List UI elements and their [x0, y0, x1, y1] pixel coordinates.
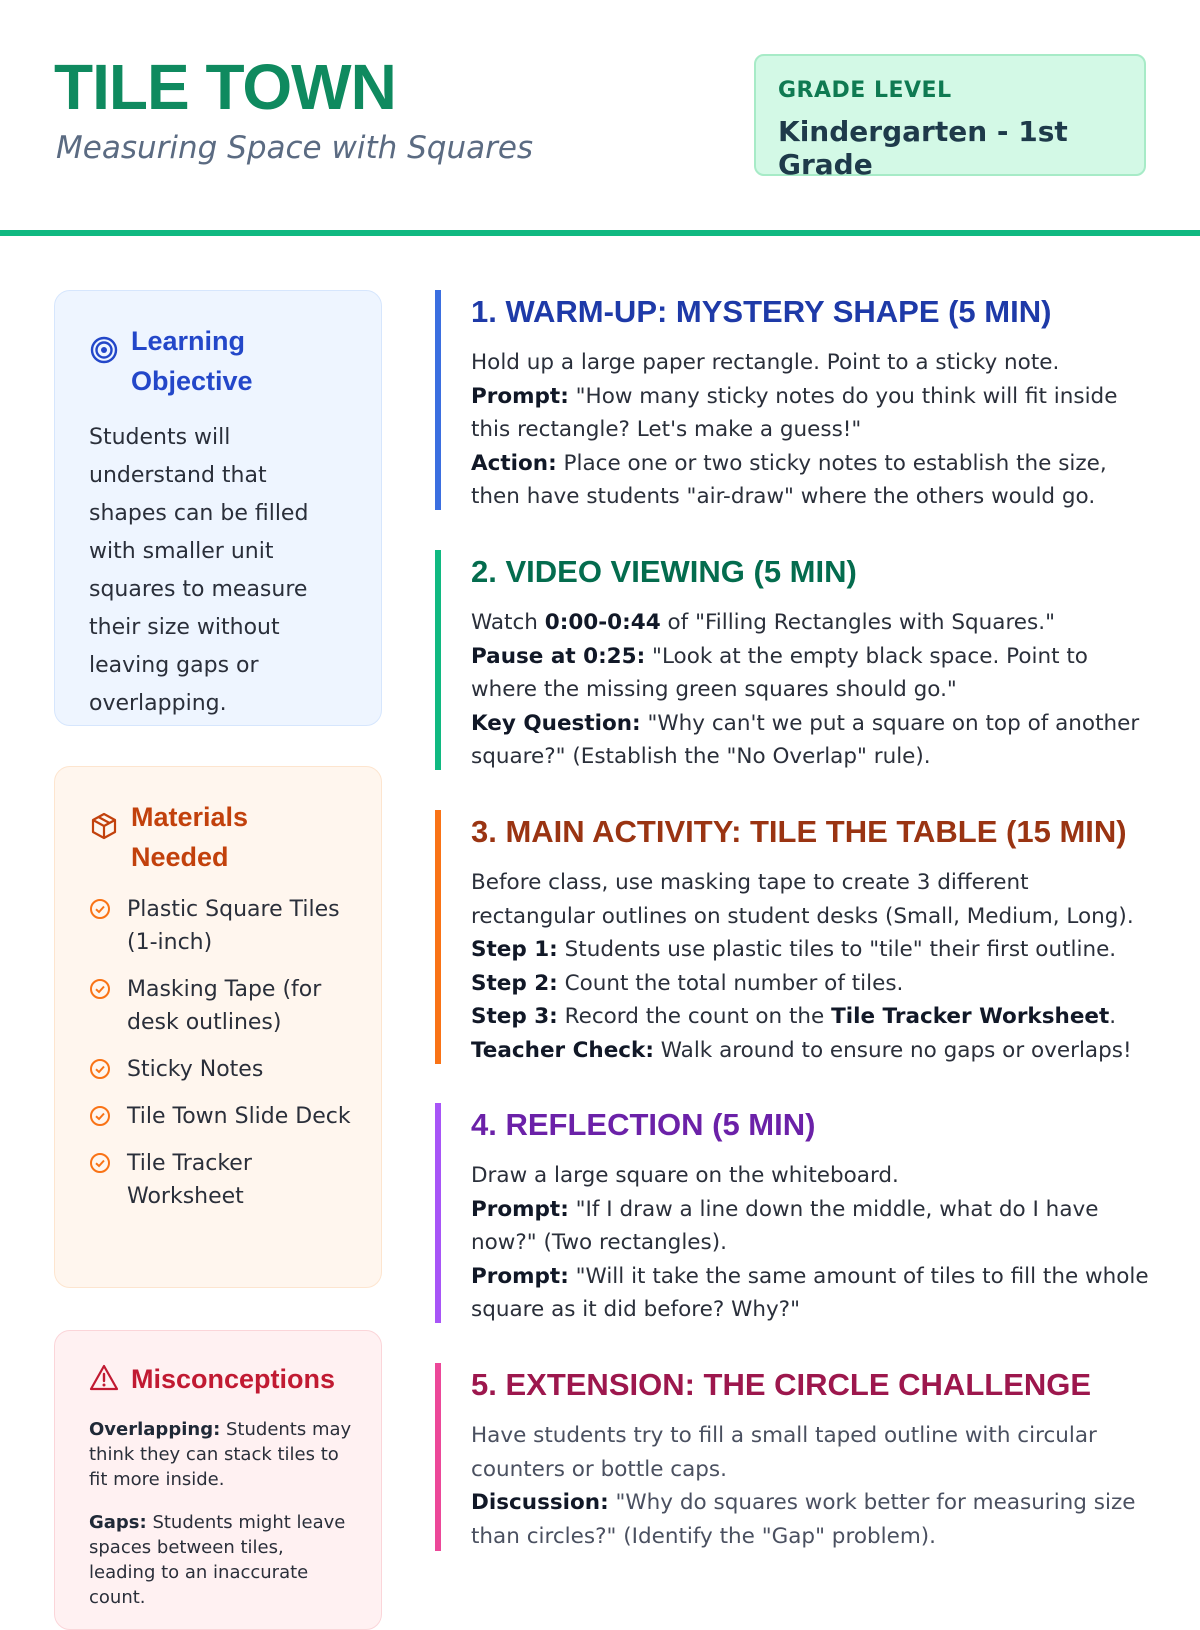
step-title: 1. WARM-UP: MYSTERY SHAPE (5 MIN) [471, 294, 1052, 329]
list-item [89, 893, 351, 959]
step-text: "Will it take the same amount of tiles to fill the whole square as it did before? Why?" [471, 1263, 1149, 1322]
step-title: 5. EXTENSION: THE CIRCLE CHALLENGE [471, 1367, 1092, 1402]
misconceptions-title: Misconceptions [131, 1364, 336, 1394]
step-body [471, 346, 1155, 514]
video-timestamp: 0:00-0:44 [544, 610, 661, 635]
learning-objective-title: Learning Objective [131, 326, 253, 396]
step-text: Walk around to ensure no gaps or overlaps! [653, 1037, 1132, 1063]
grade-level-label: GRADE LEVEL [778, 78, 952, 103]
step-main-activity [435, 810, 1155, 1064]
page-subtitle: Measuring Space with Squares [56, 130, 534, 166]
step-body [471, 866, 1155, 1067]
step-line: Hold up a large paper rectangle. Point to a sticky note. [471, 350, 1060, 375]
step-line [471, 1486, 1155, 1553]
step-label: Discussion: [471, 1490, 609, 1515]
misconception-item [89, 1417, 353, 1492]
step-label: Step 2: [471, 970, 558, 996]
misconception-text: Students might leave spaces between tiles, leading to an inaccurate count. [89, 1512, 346, 1608]
step-reflection [435, 1103, 1155, 1323]
material-item: Masking Tape (for desk outlines) [127, 977, 322, 1035]
step-title: 3. MAIN ACTIVITY: TILE THE TABLE (15 MIN) [471, 814, 1127, 849]
header-divider [0, 230, 1200, 236]
page-header [0, 0, 1200, 236]
step-line [471, 1260, 1155, 1327]
material-item: Tile Town Slide Deck [127, 1104, 351, 1129]
list-item [89, 1053, 351, 1086]
step-body [471, 1419, 1155, 1553]
step-line [471, 967, 1155, 1001]
step-line [471, 933, 1155, 967]
step-text: "Why can't we put a square on top of another square?" (Establish the "No Overlap" rule). [471, 710, 1140, 769]
step-label: Key Question: [471, 710, 641, 736]
grade-level-value: Kindergarten - 1st Grade [778, 115, 1068, 181]
step-label: Prompt: [471, 383, 569, 409]
material-item: Tile Tracker Worksheet [127, 1151, 252, 1209]
step-text: . [1109, 1004, 1117, 1029]
step-title: 4. REFLECTION (5 MIN) [471, 1107, 816, 1142]
step-line [471, 640, 1155, 707]
step-line: Before class, use masking tape to create 3 different rectangular outlines on student desks (Small, Medium, Long). [471, 870, 1134, 929]
step-line: Draw a large square on the whiteboard. [471, 1163, 899, 1188]
step-line [471, 1034, 1155, 1068]
step-line [471, 1000, 1155, 1034]
misconception-item [89, 1510, 353, 1610]
warning-icon [89, 1363, 119, 1393]
materials-card [54, 766, 382, 1288]
check-circle-icon [89, 1105, 111, 1127]
step-text: Watch [471, 610, 545, 635]
step-text: "How many sticky notes do you think will fit inside this rectangle? Let's make a guess!" [471, 383, 1118, 442]
worksheet-name: Tile Tracker Worksheet [831, 1004, 1110, 1029]
step-line: Have students try to fill a small taped outline with circular counters or bottle caps. [471, 1423, 1097, 1482]
misconception-label: Overlapping: [89, 1419, 221, 1440]
page-title: TILE TOWN [54, 51, 396, 123]
materials-list [89, 893, 351, 1213]
step-line [471, 1193, 1155, 1260]
step-text: "Look at the empty black space. Point to where the missing green squares should go." [471, 643, 1088, 702]
step-text: "Why do squares work better for measuring size than circles?" (Identify the "Gap" problem). [471, 1490, 1136, 1549]
step-title: 2. VIDEO VIEWING (5 MIN) [471, 554, 857, 589]
check-circle-icon [89, 978, 111, 1000]
step-label: Step 1: [471, 937, 558, 962]
list-item [89, 973, 351, 1039]
misconception-text: Students may think they can stack tiles to fit more inside. [89, 1419, 352, 1490]
step-body [471, 1159, 1155, 1327]
step-text: Students use plastic tiles to "tile" their first outline. [557, 937, 1117, 962]
check-circle-icon [89, 898, 111, 920]
step-label: Pause at 0:25: [471, 643, 646, 669]
step-video-viewing [435, 550, 1155, 770]
grade-level-box [754, 54, 1146, 181]
learning-objective-text: Students will understand that shapes can be filled with smaller unit squares to measure their size without leaving gaps or overlapping. [89, 425, 309, 716]
target-icon [89, 335, 119, 365]
step-label: Step 3: [471, 1004, 558, 1029]
step-text: "If I draw a line down the middle, what do I have now?" (Two rectangles). [471, 1196, 1099, 1255]
step-label: Teacher Check: [471, 1037, 654, 1063]
step-line [471, 447, 1155, 514]
step-line [471, 707, 1155, 774]
misconceptions-card [54, 1330, 382, 1630]
step-label: Prompt: [471, 1196, 569, 1222]
step-text: of "Filling Rectangles with Squares." [660, 610, 1055, 635]
step-warm-up [435, 290, 1155, 510]
step-text: Count the total number of tiles. [557, 970, 904, 996]
step-label: Action: [471, 450, 557, 476]
misconception-label: Gaps: [89, 1512, 147, 1533]
box-icon [89, 811, 119, 841]
material-item: Plastic Square Tiles (1-inch) [127, 897, 340, 955]
step-label: Prompt: [471, 1263, 569, 1289]
check-circle-icon [89, 1058, 111, 1080]
materials-title: Materials Needed [131, 802, 249, 872]
step-extension [435, 1363, 1155, 1551]
list-item [89, 1100, 351, 1133]
check-circle-icon [89, 1152, 111, 1174]
material-item: Sticky Notes [127, 1057, 264, 1082]
step-line [471, 606, 1155, 640]
step-text: Place one or two sticky notes to establish the size, then have students "air-draw" where the others would go. [471, 450, 1107, 509]
step-line [471, 380, 1155, 447]
learning-objective-card [54, 290, 382, 726]
list-item [89, 1147, 351, 1213]
step-text: Record the count on the [557, 1004, 832, 1029]
step-body [471, 606, 1155, 774]
